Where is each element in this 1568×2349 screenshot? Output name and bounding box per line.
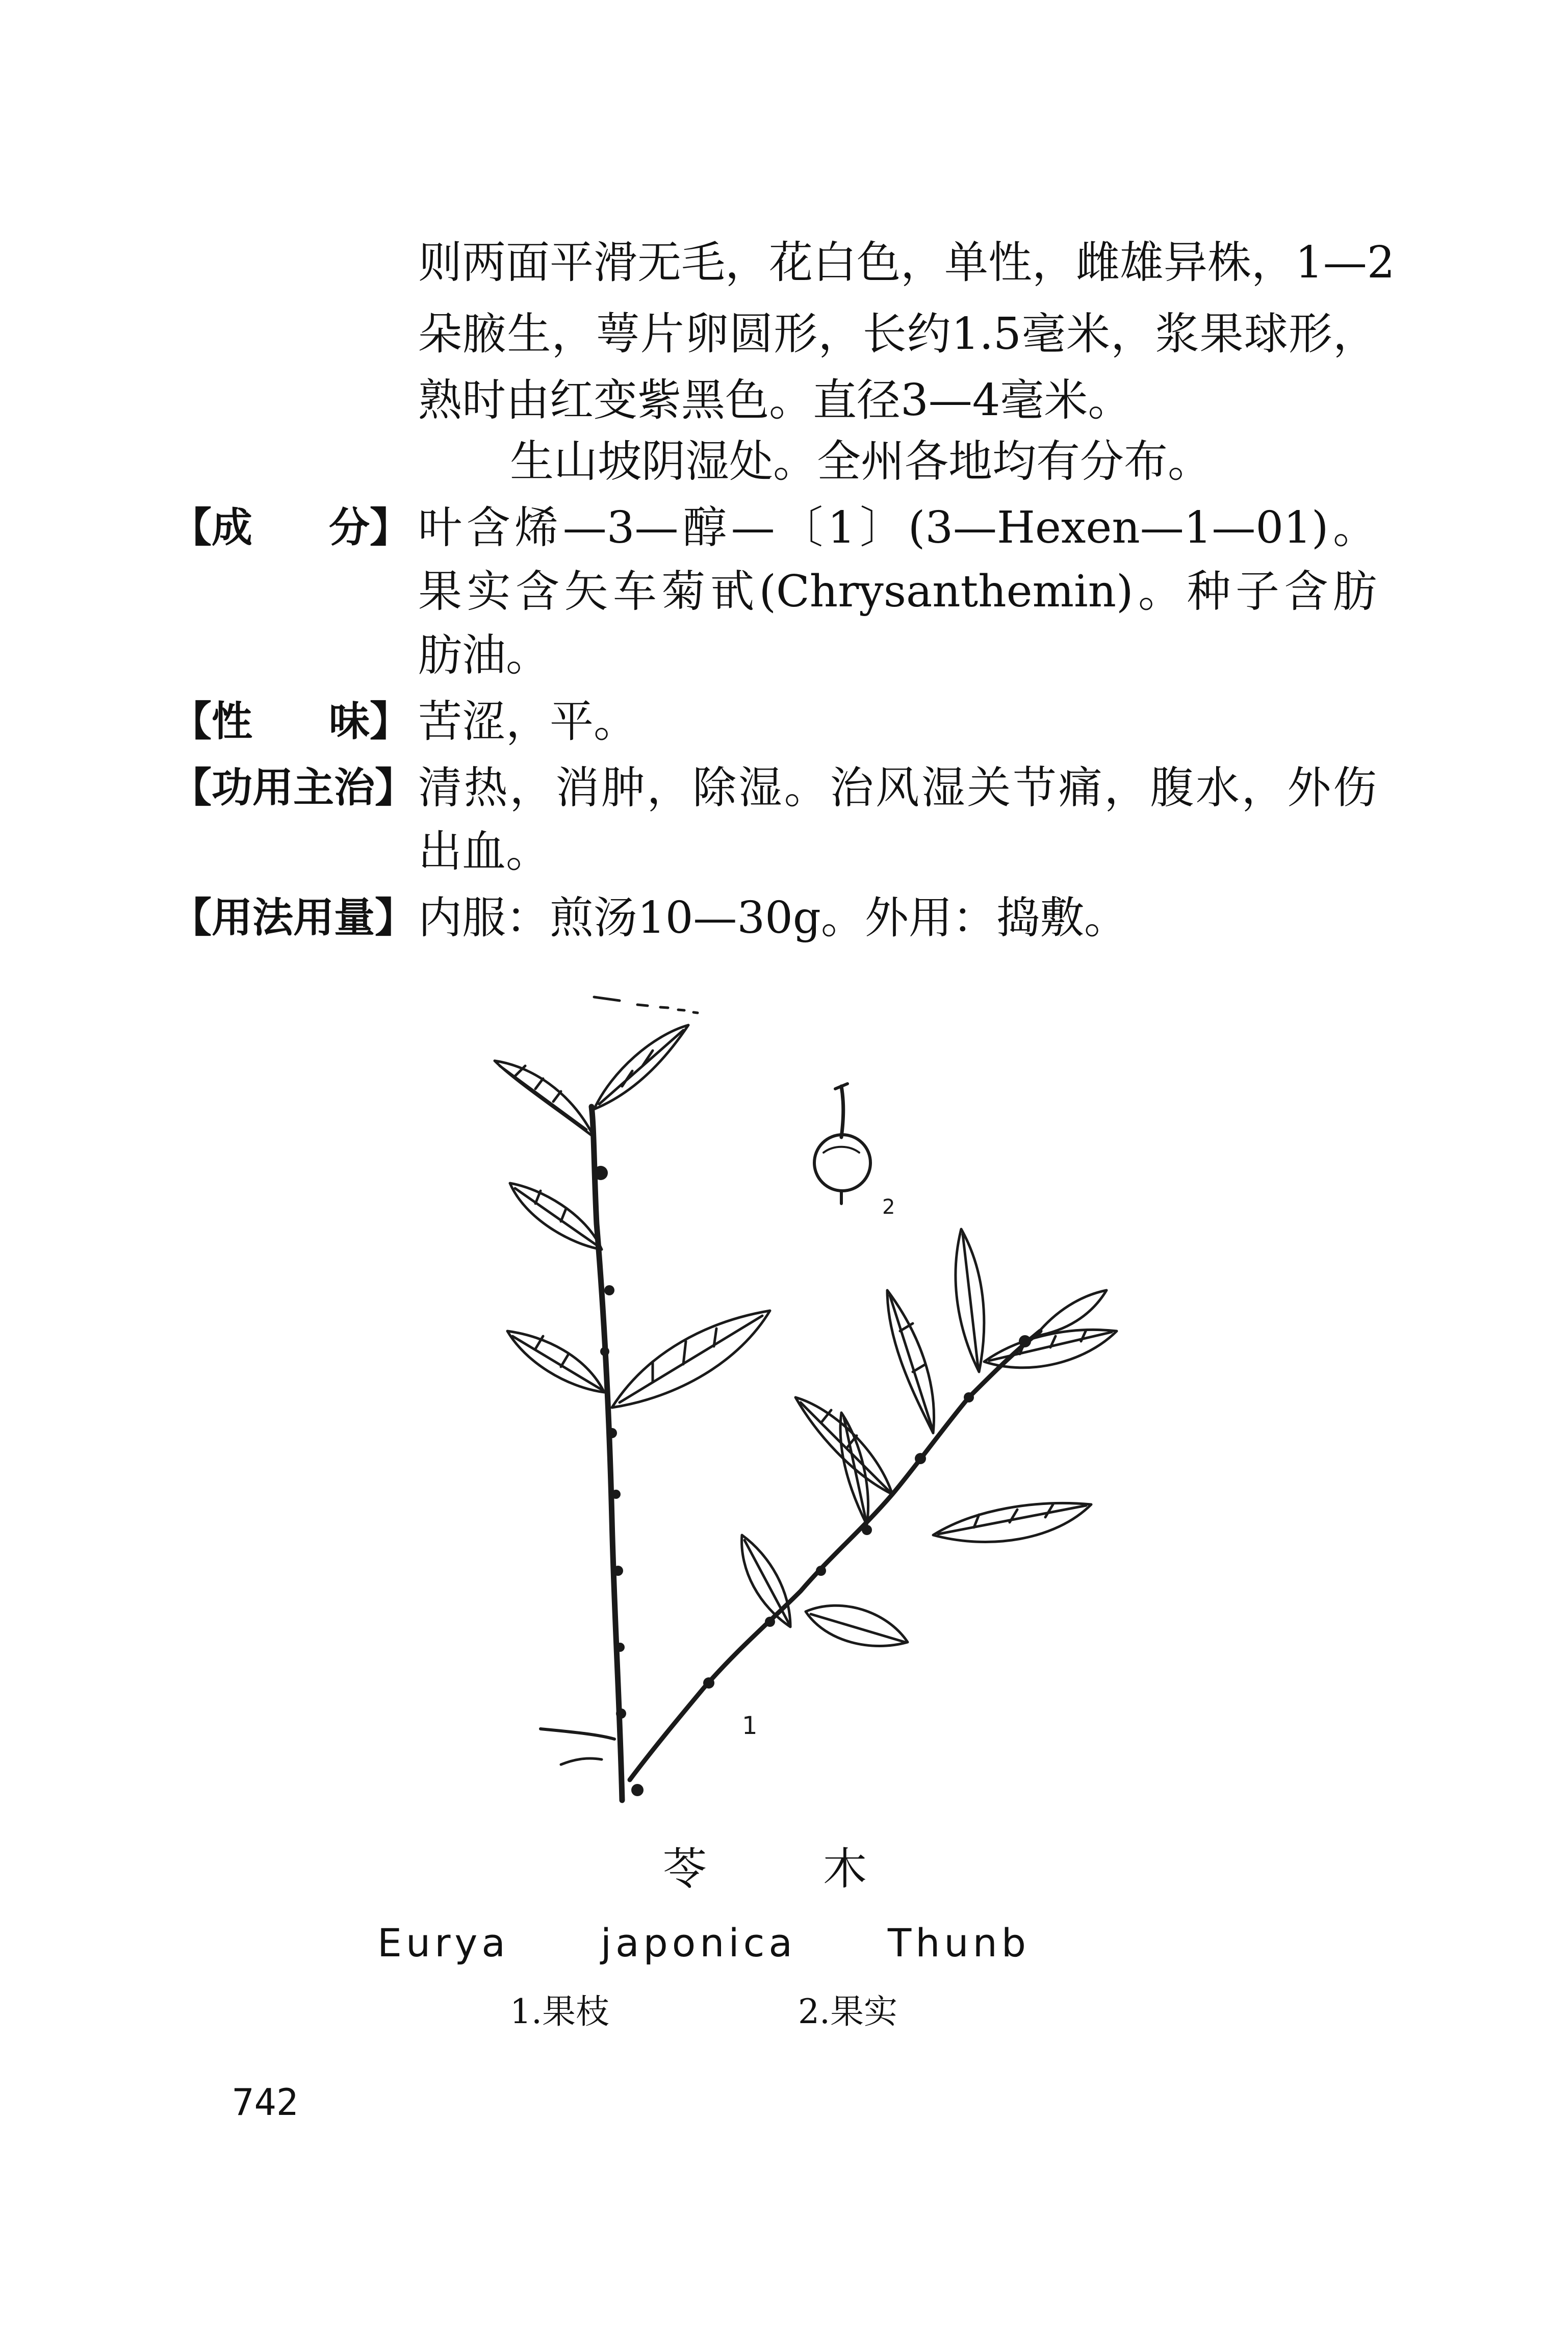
composition-line-1: 叶含烯—3—醇—〔1〕(3—Hexen—1—01)。 xyxy=(418,502,1377,553)
page-number: 742 xyxy=(232,2081,299,2124)
latin-species: japonica xyxy=(600,1920,796,1965)
taste-label: 【性 味】 xyxy=(171,698,410,745)
composition-line-3: 肪油。 xyxy=(418,630,550,681)
fruit-branch xyxy=(630,1331,1040,1780)
leaf xyxy=(594,1025,688,1109)
part-label-2: 2 xyxy=(882,1195,895,1219)
composition-label: 【成 分】 xyxy=(171,504,410,551)
leaf xyxy=(806,1605,908,1646)
fruit-detail xyxy=(814,1084,870,1204)
leaf xyxy=(510,1183,602,1249)
figure-title-char-2: 木 xyxy=(823,1844,867,1895)
figure-parts xyxy=(510,1989,897,2035)
latin-name xyxy=(377,1918,1030,1969)
leaf xyxy=(612,1311,770,1408)
leaf xyxy=(495,1061,594,1137)
latin-author: Thunb xyxy=(887,1920,1030,1965)
composition-line-2: 果实含矢车菊甙(Chrysanthemin)。种子含肪 xyxy=(418,566,1377,617)
usage-label: 【用法用量】 xyxy=(171,894,416,941)
part-label-1: 1 xyxy=(742,1712,758,1740)
function-label: 【功用主治】 xyxy=(171,764,416,811)
habitat-line: 生山坡阴湿处。全州各地均有分布。 xyxy=(510,436,1212,487)
leaf xyxy=(956,1229,984,1372)
function-line-2: 出血。 xyxy=(418,826,550,877)
figure-part-2: 2.果实 xyxy=(798,1992,897,2031)
description-line-3: 熟时由红变紫黑色。直径3—4毫米。 xyxy=(418,375,1132,426)
leaf xyxy=(507,1331,604,1392)
leaf xyxy=(933,1503,1091,1542)
leaf xyxy=(795,1397,892,1494)
taste-text: 苦涩，平。 xyxy=(418,696,637,747)
description-line-1: 则两面平滑无毛，花白色，单性，雌雄异株，1—2 xyxy=(418,237,1395,288)
leaf xyxy=(887,1290,934,1433)
leaf xyxy=(742,1535,790,1627)
figure-title xyxy=(663,1841,867,1897)
description-line-2: 朵腋生，萼片卵圆形，长约1.5毫米，浆果球形， xyxy=(418,309,1377,360)
figure-part-1: 1.果枝 xyxy=(510,1992,609,2031)
usage-text: 内服：煎汤10—30g。外用：捣敷。 xyxy=(418,892,1128,943)
function-line-1: 清热，消肿，除湿。治风湿关节痛，腹水，外伤 xyxy=(418,762,1377,813)
plant-illustration xyxy=(484,984,1147,1851)
main-stem xyxy=(592,1107,622,1800)
latin-genus: Eurya xyxy=(377,1920,509,1965)
figure-title-char-1: 苓 xyxy=(663,1844,707,1895)
